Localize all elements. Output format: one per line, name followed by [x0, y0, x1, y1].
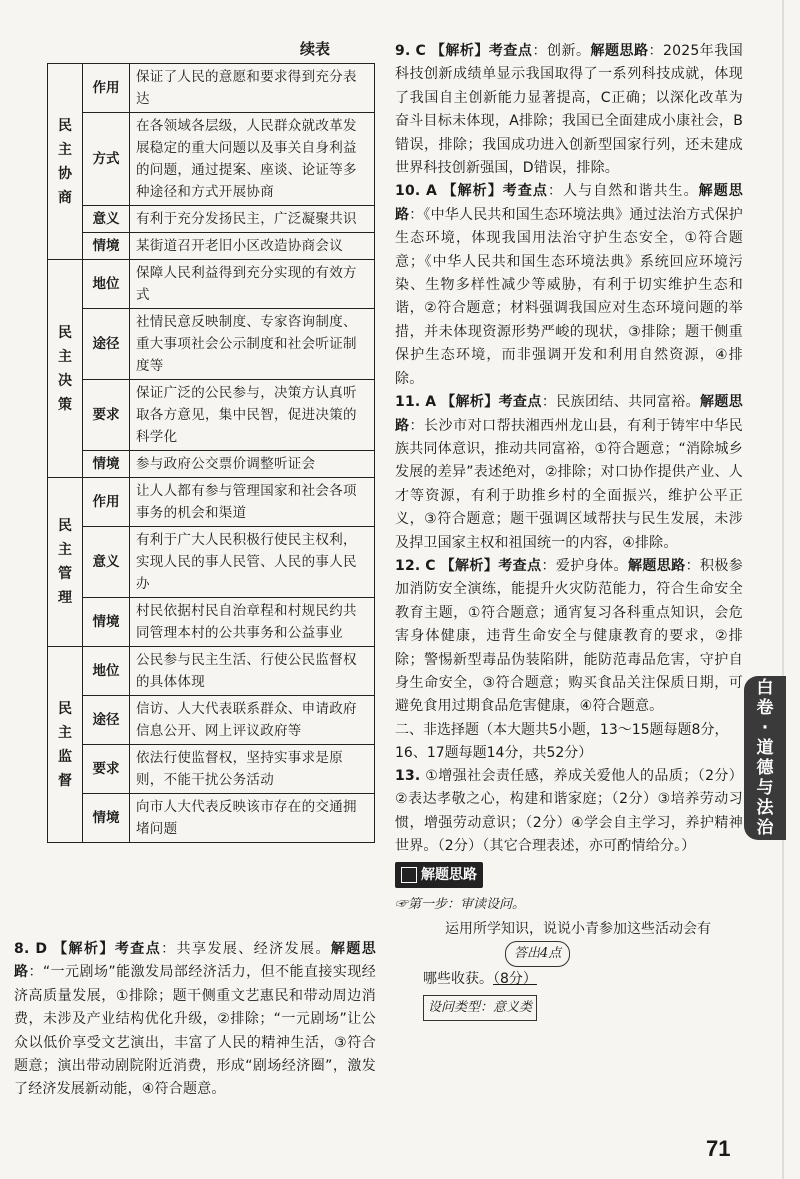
table-row-label: 地位: [83, 647, 130, 696]
question-12: [395, 555, 743, 719]
tips-oval-annotation: 答出4点: [505, 941, 570, 967]
q12-kp: ：爱护身体。: [541, 557, 628, 574]
q11-sl-label: 解题思路: [395, 394, 743, 434]
q12-answer: C: [425, 557, 436, 574]
tips-question-line-2-text: 哪些收获。: [423, 971, 493, 988]
table-row-label: 方式: [83, 113, 130, 206]
group-title-char: 策: [58, 396, 72, 413]
table-row-label: 途径: [83, 309, 130, 380]
table-row-label: 情境: [83, 598, 130, 647]
table-row: [48, 309, 375, 380]
q9-answer: C: [415, 43, 426, 59]
tips-type-box: 设问类型：意义类: [423, 995, 537, 1021]
q11-answer: A: [425, 394, 437, 411]
side-tab-char: 法: [756, 798, 774, 818]
tips-oval-row: [395, 941, 743, 967]
continued-table-label: 续表: [300, 40, 331, 58]
table-row: [48, 233, 375, 260]
table-row: [48, 745, 375, 794]
q9-kp: ：创新。: [532, 43, 591, 59]
section-2-heading: 二、非选择题（本大题共5小题，13～15题每题8分，16、17题每题14分，共52分）: [395, 721, 729, 761]
q9-sl-label: 解题思路: [590, 43, 649, 59]
table-group-title: [48, 478, 83, 647]
table-row-content: 村民依据村民自治章程和村规民约共同管理本村的公共事务和公益事业: [130, 598, 375, 647]
table-row-content: 保证了人民的意愿和要求得到充分表达: [130, 64, 375, 113]
side-tab-char: ·: [761, 718, 769, 738]
side-tab-char: 治: [756, 818, 774, 838]
group-title-char: 主: [58, 348, 72, 365]
side-tab-char: 与: [756, 778, 774, 798]
table-row: [48, 260, 375, 309]
table-row-label: 作用: [83, 478, 130, 527]
q8-answer: D: [35, 941, 48, 957]
table-row-content: 信访、人大代表联系群众、申请政府信息公开、网上评议政府等: [130, 696, 375, 745]
q8-body: ：“一元剧场”能激发局部经济活力，但不能直接实现经济高质量发展，①排除；题干侧重文艺惠民和带动周边消费，未涉及产业结构优化升级，②排除；“一元剧场”让公众以低价享受文艺演出，丰富了人民的精神生活，③符合题意；演出带动剧院附近消费，形成“剧场经济圈”，激发了经济发展新动能，④符合题意。: [14, 964, 376, 1098]
table-row: [48, 647, 375, 696]
question-10: [395, 180, 743, 391]
table-row: [48, 598, 375, 647]
side-tab-char: 德: [756, 758, 774, 778]
table-row: [48, 64, 375, 113]
q9-kp-label: 考查点: [488, 43, 533, 59]
table-row-label: 要求: [83, 745, 130, 794]
q10-kp-label: 考查点: [502, 183, 548, 200]
group-title-char: 民: [58, 518, 72, 534]
table-row-content: 社情民意反映制度、专家咨询制度、重大事项社会公示制度和社会听证制度等: [130, 309, 375, 380]
q10-sl-label: 解题思路: [395, 183, 744, 223]
q9-tag: 【解析】: [430, 43, 489, 59]
q13-number: 13.: [395, 767, 421, 784]
q8-tag: 【解析】: [53, 941, 115, 957]
q10-kp: ：人与自然和谐共生。: [548, 183, 699, 200]
q8-sl-label: 解题思路: [14, 941, 376, 981]
tips-badge: [395, 862, 483, 888]
tips-question-line-2: [395, 967, 743, 991]
q9-number: 9.: [395, 43, 411, 59]
side-tab-char: 道: [756, 738, 774, 758]
group-title-char: 理: [58, 590, 72, 606]
side-tab-subject: [744, 676, 786, 840]
table-row-content: 某街道召开老旧小区改造协商会议: [130, 233, 375, 260]
q10-tag: 【解析】: [442, 183, 503, 200]
table-row-label: 情境: [83, 794, 130, 843]
tips-step-1-text: 第一步：审读设问。: [408, 897, 526, 913]
table-row: [48, 380, 375, 451]
page-number: 71: [706, 1136, 731, 1161]
table-row-label: 作用: [83, 64, 130, 113]
q11-number: 11.: [395, 394, 421, 411]
tips-step-1: [395, 893, 743, 917]
table-group-title: [48, 647, 83, 843]
table-row: [48, 206, 375, 233]
table-group-title: [48, 260, 83, 478]
table-row-content: 有利于充分发扬民主，广泛凝聚共识: [130, 206, 375, 233]
question-9: [395, 40, 743, 180]
q10-number: 10.: [395, 183, 421, 200]
q8-kp-label: 考查点: [114, 941, 162, 957]
table-row-content: 依法行使监督权，坚持实事求是原则，不能干扰公务活动: [130, 745, 375, 794]
group-title-char: 监: [58, 748, 72, 765]
q12-number: 12.: [395, 557, 421, 574]
q12-kp-label: 考查点: [498, 557, 542, 574]
table-row-label: 情境: [83, 451, 130, 478]
table-group-title: [48, 64, 83, 260]
q11-kp-label: 考查点: [498, 394, 542, 411]
table-row-label: 情境: [83, 233, 130, 260]
group-title-char: 民: [58, 700, 72, 717]
q11-tag: 【解析】: [441, 394, 499, 411]
democracy-table: [47, 63, 375, 843]
q12-tag: 【解析】: [440, 557, 499, 574]
group-title-char: 督: [58, 772, 72, 789]
question-11: [395, 391, 743, 555]
table-row: [48, 478, 375, 527]
q12-sl-label: 解题思路: [627, 557, 686, 574]
tips-question-line-1: 运用所学知识，说说小青参加这些活动会有: [445, 921, 711, 938]
table-row: [48, 527, 375, 598]
tips-block: [395, 858, 743, 1021]
table-row: [48, 113, 375, 206]
table-row-content: 有利于广大人民积极行使民主权利，实现人民的事人民管、人民的事人民办: [130, 527, 375, 598]
group-title-char: 主: [58, 542, 72, 558]
table-row: [48, 696, 375, 745]
group-title-char: 民: [58, 324, 72, 341]
side-tab-char: 白: [756, 678, 774, 698]
table-row-content: 保障人民利益得到充分实现的有效方式: [130, 260, 375, 309]
table-row-label: 途径: [83, 696, 130, 745]
table-row-label: 要求: [83, 380, 130, 451]
tips-type-row: [395, 995, 743, 1021]
tips-score: （8分）: [493, 971, 537, 988]
page-edge-shadow: [782, 0, 784, 1179]
side-tab-char: 卷: [756, 698, 774, 718]
group-title-char: 商: [58, 189, 72, 206]
table-row-label: 地位: [83, 260, 130, 309]
hand-arrow-icon: ☞: [395, 897, 409, 913]
pencil-note-icon: [401, 867, 417, 883]
question-8: [14, 938, 376, 1102]
table-row: [48, 794, 375, 843]
q13-body: ①增强社会责任感，养成关爱他人的品质；（2分）②表达孝敬之心，构建和谐家庭；（2分）③培养劳动习惯，增强劳动意识；（2分）④学会自主学习，养护精神世界。（2分）（其它合理表述，亦可酌情给分。）: [395, 767, 744, 854]
table-row-content: 公民参与民主生活、行使公民监督权的具体体现: [130, 647, 375, 696]
group-title-char: 主: [58, 141, 72, 158]
table-row-label: 意义: [83, 527, 130, 598]
q10-body: ：《中华人民共和国生态环境法典》通过法治方式保护生态环境，体现我国用法治守护生态安全，①符合题意；《中华人民共和国生态环境法典》系统回应环境污染、生物多样性减少等威胁，有利于切实维护生态和谐，②符合题意；材料强调我国应对生态环境问题的举措，并未体现资源形势严峻的现状，③排除；题干侧重保护生态环境，而非强调开发和利用自然资源，④排除。: [395, 206, 744, 387]
table-row-content: 保证广泛的公民参与，决策方认真听取各方意见，集中民智，促进决策的科学化: [130, 380, 375, 451]
right-column: [395, 40, 743, 1021]
table-row-content: 在各领域各层级，人民群众就改革发展稳定的重大问题以及事关自身利益的问题，通过提案、座谈、论证等多种途径和方式开展协商: [130, 113, 375, 206]
question-13: [395, 765, 743, 859]
group-title-char: 决: [58, 372, 72, 389]
table-row-content: 向市人大代表反映该市存在的交通拥堵问题: [130, 794, 375, 843]
group-title-char: 民: [58, 117, 72, 134]
q12-body: ：积极参加消防安全演练，能提升火灾防范能力，符合生命安全教育主题，①符合题意；通宵复习各科重点知识，会危害身体健康，违背生命安全与健康教育的要求，②排除；警惕新型毒品伪装陷阱，能防范毒品危害，守护自身生命安全，③符合题意；购买食品关注保质日期，可避免食用过期食品危害健康，④符合题意。: [395, 557, 743, 715]
tips-badge-label: 解题思路: [421, 867, 477, 884]
table-row: [48, 451, 375, 478]
table-row-content: 参与政府公交票价调整听证会: [130, 451, 375, 478]
q8-number: 8.: [14, 941, 30, 957]
table-row-label: 意义: [83, 206, 130, 233]
group-title-char: 主: [58, 724, 72, 741]
table-row-content: 让人人都有参与管理国家和社会各项事务的机会和渠道: [130, 478, 375, 527]
q10-answer: A: [425, 183, 437, 200]
group-title-char: 协: [58, 165, 72, 182]
q11-body: ：长沙市对口帮扶湘西州龙山县，有利于铸牢中华民族共同体意识，推动共同富裕，①符合题意；“消除城乡发展的差异”表述绝对，②排除；对口协作提供产业、人才等资源，有利于助推乡村的全面振兴，维护公平正义，③符合题意；题干强调区域帮扶与民生发展，未涉及捍卫国家主权和祖国统一的内容，④排除。: [395, 417, 743, 551]
q11-kp: ：民族团结、共同富裕。: [541, 394, 701, 411]
q8-kp: ：共享发展、经济发展。: [161, 941, 331, 957]
group-title-char: 管: [58, 566, 72, 582]
q9-body: ：2025年我国科技创新成绩单显示我国取得了一系列科技成就，体现了我国自主创新能力显著提高，C正确；以深化改革为奋斗目标未体现，A排除；我国已全面建成小康社会，B错误，排除；我国成功进入创新型国家行列，还未建成世界科技创新强国，D错误，排除。: [395, 43, 743, 177]
